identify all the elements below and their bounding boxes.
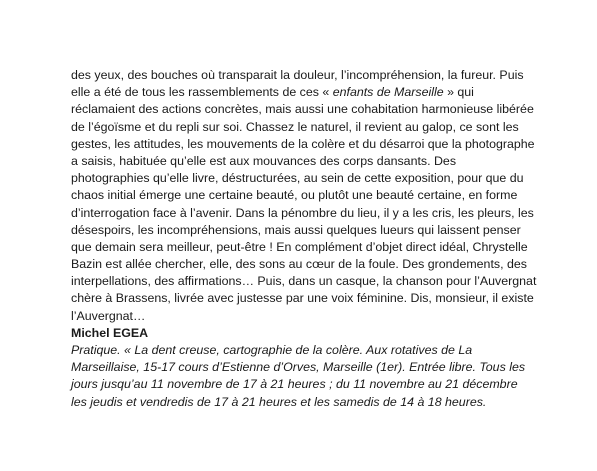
body-line-13: interpellations, des affirmations… Puis, dans un casque, la chanson pour l’Auvergnat (71, 274, 537, 289)
body-line-10: désespoirs, les incompréhensions, mais aussi quelques lueurs qui laissent penser (71, 222, 521, 237)
body-line-1: des yeux, des bouches où transparait la douleur, l’incompréhension, la fureur. Puis (71, 68, 524, 82)
body-line-2 (71, 84, 526, 101)
body-line-14: chère à Brassens, livrée avec justesse par une voix féminine. Dis, monsieur, il existe (71, 291, 534, 306)
body-line-2-end: » qui (443, 85, 474, 100)
body-line-9: d’interrogation face à l’avenir. Dans la pénombre du lieu, il y a les cris, les pleurs, les (71, 205, 534, 220)
practical-line-2: Marseillaise, 15-17 cours d’Estienne d’Orves, Marseille (1er). Entrée libre. Tous les (71, 360, 526, 375)
body-line-15: l’Auvergnat… (71, 308, 146, 323)
article-text-block (71, 67, 537, 411)
body-line-11: que demain sera meilleur, peut-être ! En complément d’objet direct idéal, Chrystelle (71, 239, 528, 254)
body-line-5: gestes, les attitudes, les mouvements de la colère et du désarroi que la photographe (71, 136, 535, 151)
body-line-6: a saisis, habituée qu’elle est aux mouvances des corps dansants. Des (71, 153, 457, 168)
body-line-7: photographies qu’elle livre, déstructurées, au sein de cette exposition, pour que du (71, 171, 524, 186)
body-line-12: Bazin est allée chercher, elle, des sons au cœur de la foule. Des grondements, des (71, 257, 527, 272)
practical-line-4: les jeudis et vendredis de 17 à 21 heures et les samedis de 14 à 18 heures. (71, 394, 487, 409)
practical-info (71, 342, 526, 411)
body-line-8: chaos initial émerge une certaine beauté, ou plutôt une beauté certaine, en forme (71, 188, 518, 203)
practical-line-1: Pratique. « La dent creuse, cartographie de la colère. Aux rotatives de La (71, 343, 473, 357)
practical-line-3: jours jusqu’au 11 novembre de 17 à 21 heures ; du 11 novembre au 21 décembre (71, 377, 518, 392)
body-line-2-start: elle a été de tous les rassemblements de ces « (71, 85, 333, 100)
body-line-3: réclamaient des actions concrètes, mais aussi une cohabitation harmonieuse libérée (71, 102, 534, 117)
author-name: Michel EGEA (71, 325, 149, 340)
body-line-2-italic: enfants de Marseille (332, 85, 444, 100)
body-line-4: de l’égoïsme et du repli sur soi. Chassez le naturel, il revient au galop, ce sont les (71, 119, 519, 134)
